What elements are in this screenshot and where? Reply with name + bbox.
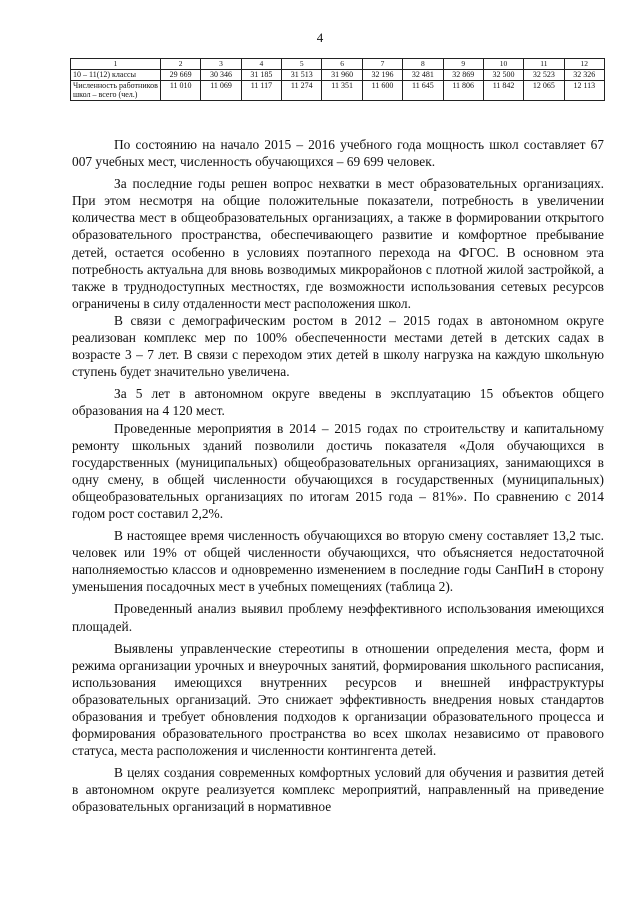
paragraph: Проведенный анализ выявил проблему неэффективного использования имеющихся площадей.: [72, 601, 604, 634]
table-header-cell: 1: [71, 59, 161, 70]
table-row: [71, 81, 605, 101]
table-cell: 30 346: [201, 70, 241, 81]
paragraph: В связи с демографическим ростом в 2012 – 2015 годах в автономном округе реализован комплекс мер по 100% обеспеченности местами детей в детских садах в возрасте 3 – 7 лет. В связи с переходом этих детей в школу нагрузка на каждую школьную ступень будет значительно увеличена.: [72, 312, 604, 380]
table-cell: 31 185: [241, 70, 281, 81]
table-cell: 32 869: [443, 70, 483, 81]
table-header-cell: 5: [282, 59, 322, 70]
page-number: 4: [316, 30, 324, 45]
table-cell: 11 010: [161, 81, 201, 101]
table-header-cell: 2: [161, 59, 201, 70]
table-cell: 11 117: [241, 81, 281, 101]
paragraph: За 5 лет в автономном округе введены в эксплуатацию 15 объектов общего образования на 4 120 мест.: [72, 386, 604, 419]
table-cell: 32 196: [362, 70, 402, 81]
table-header-cell: 6: [322, 59, 362, 70]
paragraph: В целях создания современных комфортных условий для обучения и развития детей в автономном округе реализуется комплекс мероприятий, направленный на приведение образовательных организаций в нормативное: [72, 765, 604, 815]
table-header-row: [71, 59, 605, 70]
body-text: [72, 136, 604, 816]
table-header-cell: 8: [403, 59, 443, 70]
table-header-cell: 10: [483, 59, 523, 70]
table-cell: 11 645: [403, 81, 443, 101]
paragraph: По состоянию на начало 2015 – 2016 учебного года мощность школ составляет 67 007 учебных мест, численность обучающихся – 69 699 человек.: [72, 137, 604, 170]
table-header-cell: 7: [362, 59, 402, 70]
table-cell: 29 669: [161, 70, 201, 81]
table-cell: 32 500: [483, 70, 523, 81]
table-cell: 11 069: [201, 81, 241, 101]
table-header-cell: 11: [524, 59, 564, 70]
paragraph: Проведенные мероприятия в 2014 – 2015 годах по строительству и капитальному ремонту школьных зданий позволили достичь показателя «Доля обучающихся в государственных (муниципальных) общеобразовательных организациях, занимающихся в одну смену, в общей численности обучающихся в государственных (муниципальных) общеобразовательных организациях по итогам 2015 года – 81%». По сравнению с 2014 годом рост составил 2,2%.: [72, 420, 604, 521]
table-cell: 11 842: [483, 81, 523, 101]
row-label: 10 – 11(12) классы: [71, 70, 161, 81]
table-cell: 32 481: [403, 70, 443, 81]
paragraph: Выявлены управленческие стереотипы в отношении определения места, форм и режима организации урочных и внеурочных занятий, формирования школьного расписания, использования имеющихся внутренних ресурсов и внешней инфраструктуры образовательных организаций. Это снижает эффективность внедрения новых стандартов образования и требует обновления подходов к организации образовательного процесса и формирования образовательного пространства во всех школах независимо от правового статуса, места расположения и численности контингента детей.: [72, 640, 604, 759]
table-cell: 31 960: [322, 70, 362, 81]
table-row: [71, 70, 605, 81]
table-header-cell: 3: [201, 59, 241, 70]
table-cell: 32 523: [524, 70, 564, 81]
paragraph: В настоящее время численность обучающихся во вторую смену составляет 13,2 тыс. человек или 19% от общей численности обучающихся, что объясняется недостаточной наполняемостью классов и одновременно изменением в последние годы СанПиН в сторону уменьшения посадочных мест в учебных помещениях (таблица 2).: [72, 528, 604, 595]
row-label: Численность работников школ – всего (чел.): [71, 81, 161, 101]
paragraph: За последние годы решен вопрос нехватки в мест образовательных организациях. При этом несмотря на общие положительные показатели, потребность в увеличении количества мест в общеобразовательных организациях, а также в формировании открытого образовательного пространства, обеспечивающего развитие и комфортное пребывание детей, остается особенно в условиях поэтапного перехода на ФГОС. В основном эта потребность актуальна для вновь возводимых микрорайонов с плотной жилой застройкой, а также в труднодоступных местностях, где возможности использования сетевых ресурсов ограничены в силу отдаленности мест расположения школ.: [72, 176, 604, 311]
statistics-table: [70, 58, 605, 101]
table-cell: 31 513: [282, 70, 322, 81]
table-cell: 11 806: [443, 81, 483, 101]
table-cell: 11 274: [282, 81, 322, 101]
table-header-cell: 4: [241, 59, 281, 70]
table-cell: 12 113: [564, 81, 604, 101]
table-cell: 32 326: [564, 70, 604, 81]
table-header-cell: 12: [564, 59, 604, 70]
table-cell: 11 351: [322, 81, 362, 101]
table-cell: 12 065: [524, 81, 564, 101]
table-header-cell: 9: [443, 59, 483, 70]
table-cell: 11 600: [362, 81, 402, 101]
